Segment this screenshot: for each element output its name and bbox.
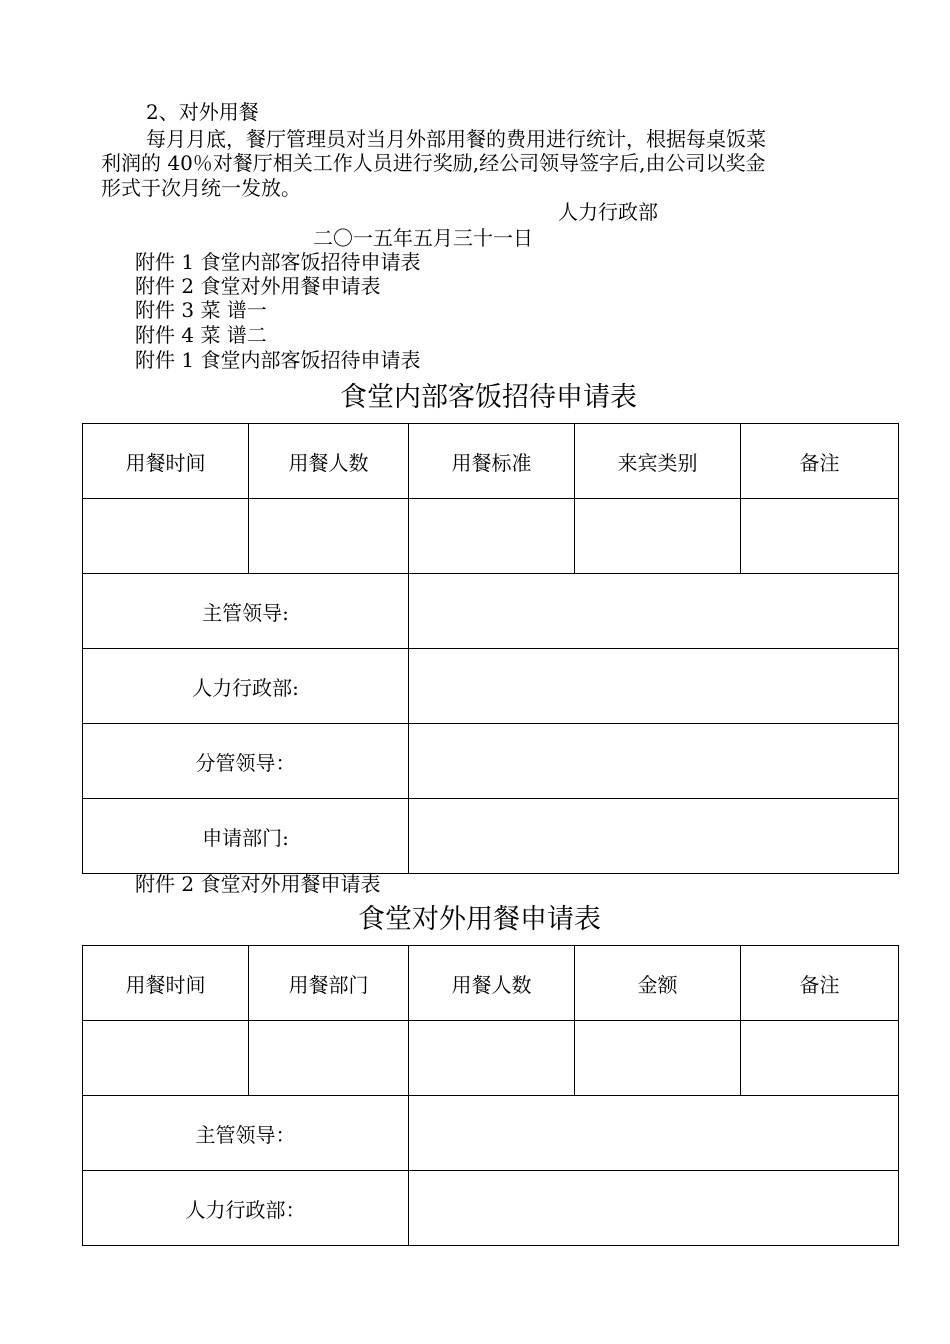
attachment-label: 附件 2 食堂对外用餐申请表: [135, 872, 381, 896]
approval-label: 申请部门:: [83, 799, 409, 874]
header-cell: 用餐时间: [83, 946, 249, 1021]
form2-title: 食堂对外用餐申请表: [358, 904, 601, 935]
approval-label: 主管领导：: [83, 1096, 409, 1171]
entry-cell[interactable]: [249, 1021, 409, 1096]
attachment-item: 附件 4 菜 谱二: [135, 323, 267, 347]
entry-cell[interactable]: [575, 1021, 741, 1096]
header-cell: 用餐时间: [83, 424, 249, 499]
header-cell: 用餐标准: [409, 424, 575, 499]
form1-approval-row: [83, 649, 899, 724]
approval-signature-cell[interactable]: [409, 799, 899, 874]
header-cell: 用餐人数: [409, 946, 575, 1021]
attachment-item: 附件 1 食堂内部客饭招待申请表: [135, 250, 421, 274]
form1-entry-row: [83, 499, 899, 574]
form2-entry-row: [83, 1021, 899, 1096]
form2-approval-row: [83, 1171, 899, 1246]
entry-cell[interactable]: [83, 499, 249, 574]
header-cell: 用餐部门: [249, 946, 409, 1021]
approval-label: 分管领导：: [83, 724, 409, 799]
approval-label: 人力行政部：: [83, 1171, 409, 1246]
form2-approval-row: [83, 1096, 899, 1171]
paragraph-line: 利润的 40％对餐厅相关工作人员进行奖励,经公司领导签字后,由公司以奖金: [101, 151, 766, 175]
attachment-item: 附件 3 菜 谱一: [135, 298, 267, 322]
section-heading: 2、对外用餐: [146, 100, 259, 124]
form1-approval-row: [83, 574, 899, 649]
paragraph-line: 每月月底，餐厅管理员对当月外部用餐的费用进行统计，根据每桌饭菜: [146, 127, 766, 151]
form1-table: [82, 423, 899, 874]
approval-signature-cell[interactable]: [409, 574, 899, 649]
header-cell: 用餐人数: [249, 424, 409, 499]
signature-department: 人力行政部: [558, 200, 658, 224]
approval-label: 主管领导:: [83, 574, 409, 649]
entry-cell[interactable]: [249, 499, 409, 574]
signature-date: 二〇一五年五月三十一日: [313, 226, 533, 250]
form1-header-row: [83, 424, 899, 499]
entry-cell[interactable]: [741, 499, 899, 574]
paragraph-line: 形式于次月统一发放。: [101, 176, 301, 200]
approval-signature-cell[interactable]: [409, 1096, 899, 1171]
form1-approval-row: [83, 724, 899, 799]
form1-approval-row: [83, 799, 899, 874]
entry-cell[interactable]: [741, 1021, 899, 1096]
form2-header-row: [83, 946, 899, 1021]
approval-signature-cell[interactable]: [409, 649, 899, 724]
entry-cell[interactable]: [83, 1021, 249, 1096]
entry-cell[interactable]: [409, 499, 575, 574]
entry-cell[interactable]: [575, 499, 741, 574]
attachment-item: 附件 1 食堂内部客饭招待申请表: [135, 348, 421, 372]
header-cell: 备注: [741, 946, 899, 1021]
header-cell: 来宾类别: [575, 424, 741, 499]
attachment-item: 附件 2 食堂对外用餐申请表: [135, 274, 381, 298]
approval-signature-cell[interactable]: [409, 1171, 899, 1246]
approval-signature-cell[interactable]: [409, 724, 899, 799]
form1-title: 食堂内部客饭招待申请表: [340, 382, 637, 413]
form2-table: [82, 945, 899, 1246]
header-cell: 金额: [575, 946, 741, 1021]
header-cell: 备注: [741, 424, 899, 499]
approval-label: 人力行政部:: [83, 649, 409, 724]
entry-cell[interactable]: [409, 1021, 575, 1096]
